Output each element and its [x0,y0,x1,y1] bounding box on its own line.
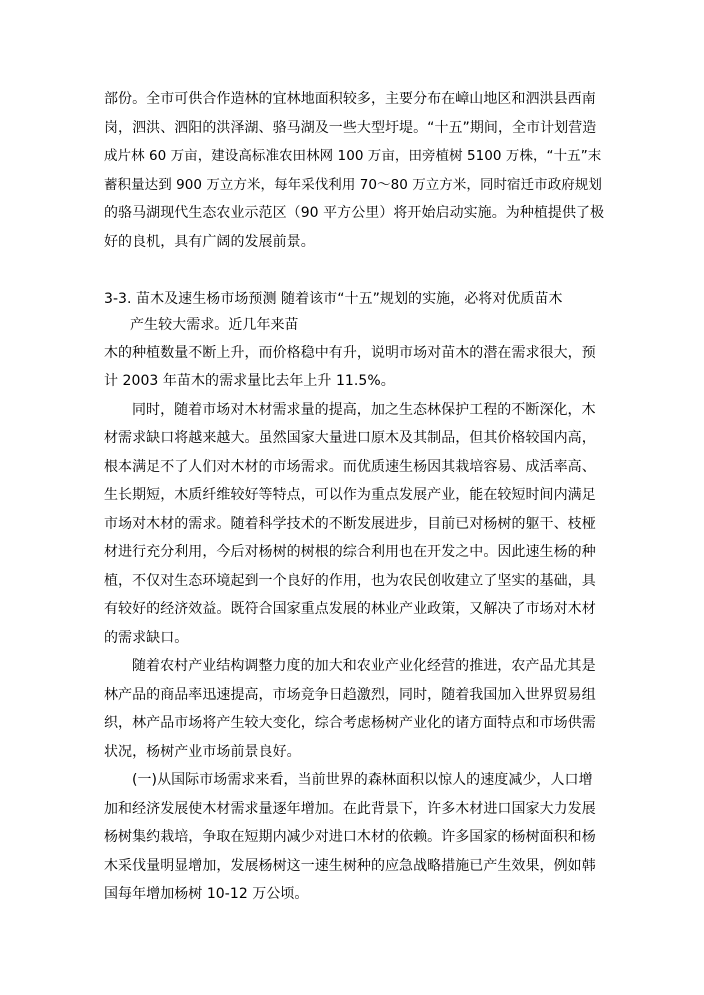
text-line: 国每年增加杨树 10-12 万公顷。 [104,886,309,902]
text-line: 蓄积量达到 900 万立方米，每年采伐利用 70～80 万立方米，同时宿迁市政府规划 [104,177,602,193]
section-heading-line: 3-3. 苗木及速生杨市场预测 随着该市“十五”规划的实施，必将对优质苗木 [104,291,563,307]
section-heading-line: 产生较大需求。近几年来苗 [130,317,299,333]
text-line: 杨树集约栽培，争取在短期内减少对进口木材的依赖。许多国家的杨树面积和杨 [104,829,596,845]
text-line: 的需求缺口。 [104,630,189,646]
text-line: 生长期短，木质纤维较好等特点，可以作为重点发展产业，能在较短时间内满足 [104,487,596,503]
text-line: 织，林产品市场将产生较大变化，综合考虑杨树产业化的诸方面特点和市场供需 [104,715,596,731]
text-line: (一)从国际市场需求来看，当前世界的森林面积以惊人的速度减少，人口增 [132,772,593,788]
text-line: 材进行充分利用，今后对杨树的树根的综合利用也在开发之中。因此速生杨的种 [104,544,596,560]
text-line: 木采伐量明显增加，发展杨树这一速生树种的应急战略措施已产生效果，例如韩 [104,858,596,874]
text-line: 植，不仅对生态环境起到一个良好的作用，也为农民创收建立了坚实的基础，具 [104,573,596,589]
text-line: 岗，泗洪、泗阳的洪泽湖、骆马湖及一些大型圩堤。“十五”期间，全市计划营造 [104,120,597,136]
text-line: 成片林 60 万亩，建设高标准农田林网 100 万亩，田旁植树 5100 万株，“十五”末 [104,148,602,164]
text-line: 有较好的经济效益。既符合国家重点发展的林业产业政策，又解决了市场对木材 [104,601,596,617]
text-line: 根本满足不了人们对木材的市场需求。而优质速生杨因其栽培容易、成活率高、 [104,459,596,475]
text-line: 部份。全市可供合作造林的宜林地面积较多，主要分布在嶂山地区和泗洪县西南 [104,91,596,107]
text-line: 材需求缺口将越来越大。虽然国家大量进口原木及其制品，但其价格较国内高， [104,430,596,446]
text-line: 好的良机，具有广阔的发展前景。 [104,234,315,250]
text-line: 市场对木材的需求。随着科学技术的不断发展进步，目前已对杨树的躯干、枝桠 [104,516,596,532]
text-line: 计 2003 年苗木的需求量比去年上升 11.5%。 [104,373,395,389]
text-line: 状况，杨树产业市场前景良好。 [104,744,301,760]
text-line: 加和经济发展使木材需求量逐年增加。在此背景下，许多木材进口国家大力发展 [104,801,596,817]
text-line: 的骆马湖现代生态农业示范区（90 平方公里）将开始启动实施。为种植提供了极 [104,205,605,221]
text-line: 随着农村产业结构调整力度的加大和农业产业化经营的推进，农产品尤其是 [132,658,596,674]
text-line: 木的种植数量不断上升，而价格稳中有升，说明市场对苗木的潜在需求很大，预 [104,345,596,361]
text-line: 林产品的商品率迅速提高，市场竞争日趋激烈，同时，随着我国加入世界贸易组 [104,687,596,703]
text-line: 同时，随着市场对木材需求量的提高，加之生态林保护工程的不断深化，木 [132,402,596,418]
